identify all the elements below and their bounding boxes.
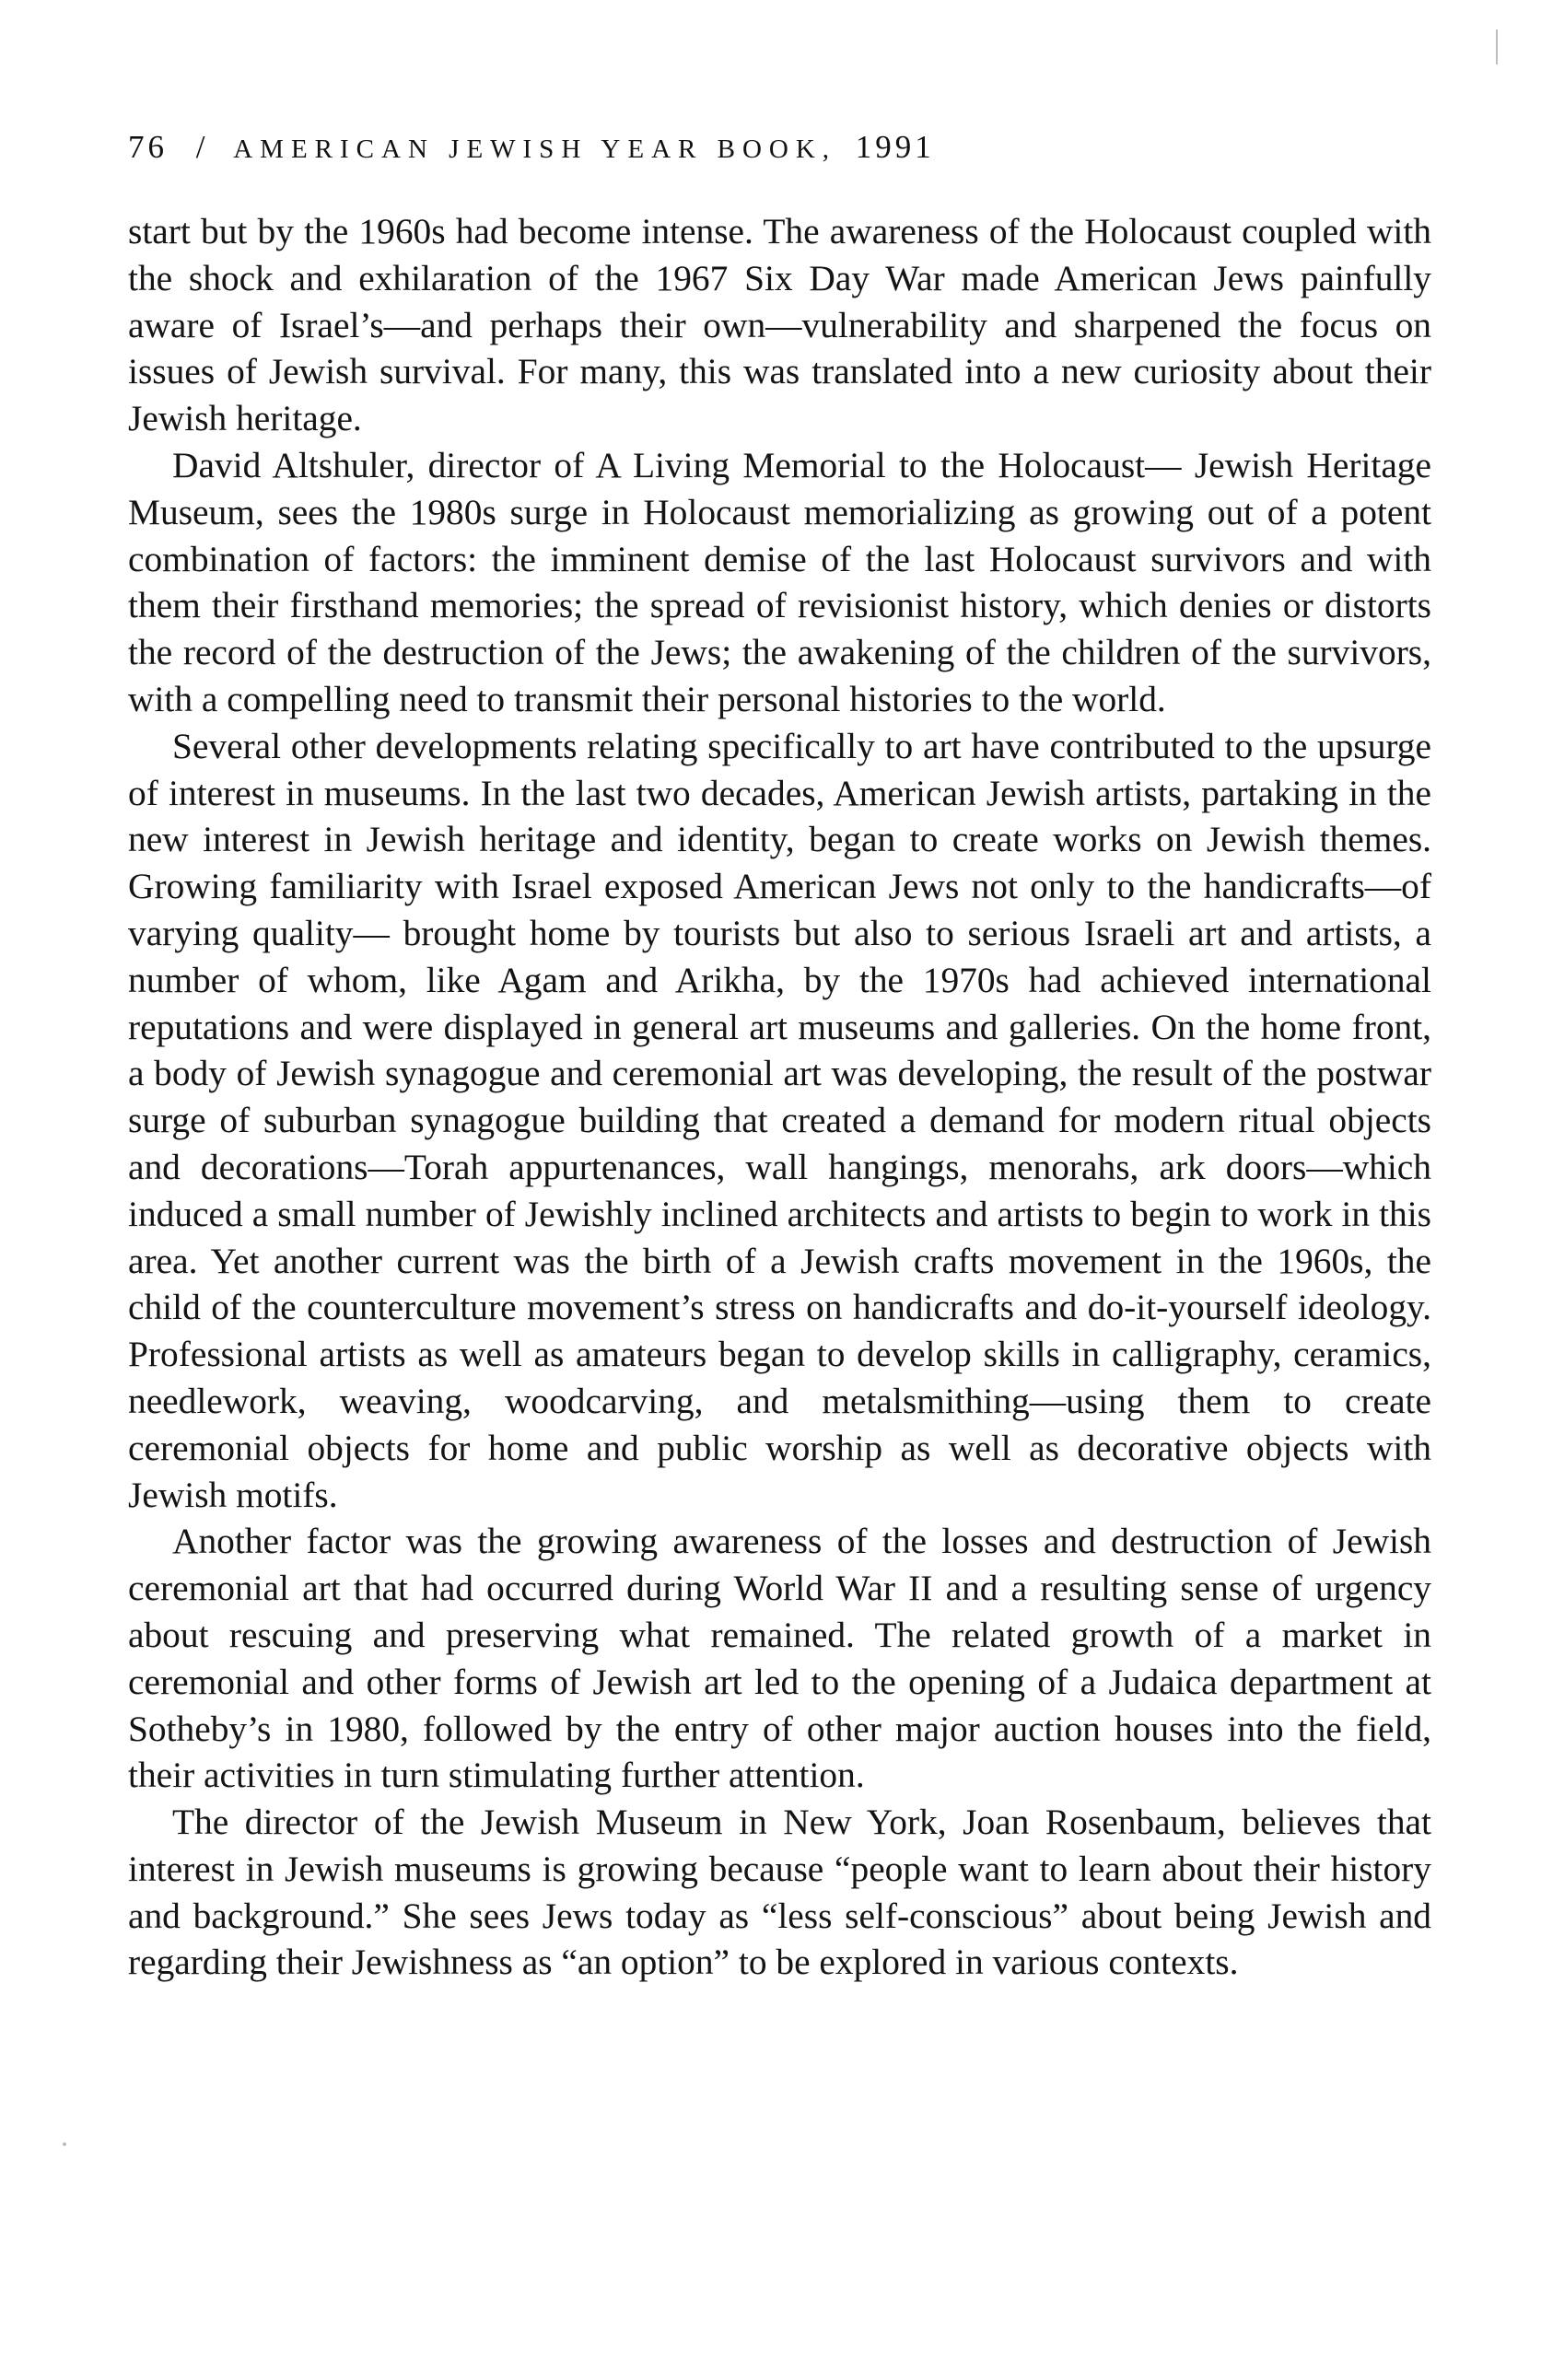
page-number: 76: [128, 129, 168, 165]
body-text: [128, 208, 1431, 1986]
header-separator: /: [195, 129, 209, 165]
running-head: [128, 129, 1431, 168]
paragraph-rosenbaum: The director of the Jewish Museum in New York, Joan Rosenbaum, believes that interest in Jewish museums is growing because “people want to learn about their history and background.” She sees Jews today as “less self-conscious” about being Jewish and regarding their Jewishness as “an option” to be explored in various contexts.: [128, 1802, 1431, 1983]
paragraph-altshuler: David Altshuler, director of A Living Memorial to the Holocaust— Jewish Heritage Museum, sees the 1980s surge in Holocaust memorializing as growing out of a potent combination of factors: the imminent demise of the last Holocaust survivors and with them their firsthand memories; the spread of revisionist history, which denies or distorts the record of the destruction of the Jews; the awakening of the children of the survivors, with a compelling need to transmit their personal histories to the world.: [128, 444, 1431, 719]
publication-title: AMERICAN JEWISH YEAR BOOK,: [233, 134, 837, 164]
paragraph-ceremonial-art-losses: Another factor was the growing awareness of the losses and destruction of Jewish ceremonial art that had occurred during World War II and a resulting sense of urgency about rescuing and preserving what remained. The related growth of a market in ceremonial and other forms of Jewish art led to the opening of a Judaica department at Sotheby’s in 1980, followed by the entry of other major auction houses into the field, their activities in turn stimulating further attention.: [128, 1521, 1431, 1796]
publication-year: 1991: [855, 129, 935, 165]
scan-dot-mark: [63, 2142, 66, 2146]
paragraph-art-developments: Several other developments relating specifically to art have contributed to the upsurge of interest in museums. In the last two decades, American Jewish artists, partaking in the new interest in Jewish heritage and identity, began to create works on Jewish themes. Growing familiarity with Israel exposed American Jews not only to the handicrafts—of varying quality— brought home by tourists but also to serious Israeli art and artists, a number of whom, like Agam and Arikha, by the 1970s had achieved international reputations and were displayed in general art museums and galleries. On the home front, a body of Jewish synagogue and ceremonial art was developing, the result of the postwar surge of suburban synagogue building that created a demand for modern ritual objects and decorations—Torah appurtenances, wall hangings, menorahs, ark doors—which induced a small number of Jewishly inclined architects and artists to begin to work in this area. Yet another current was the birth of a Jewish crafts movement in the 1960s, the child of the counterculture movement’s stress on handicrafts and do-it-yourself ideology. Professional artists as well as amateurs began to develop skills in calligraphy, ceramics, needlework, weaving, woodcarving, and metalsmithing—using them to create ceremonial objects for home and public worship as well as decorative objects with Jewish motifs.: [128, 725, 1431, 1515]
paragraph-continued: start but by the 1960s had become intense. The awareness of the Holocaust coupled with the shock and exhilaration of the 1967 Six Day War made American Jews painfully aware of Israel’s—and perhaps their own—vulnerability and sharpened the focus on issues of Jewish survival. For many, this was translated into a new curiosity about their Jewish heritage.: [128, 211, 1431, 439]
page: [128, 129, 1431, 1986]
scan-edge-mark: [1496, 29, 1498, 64]
